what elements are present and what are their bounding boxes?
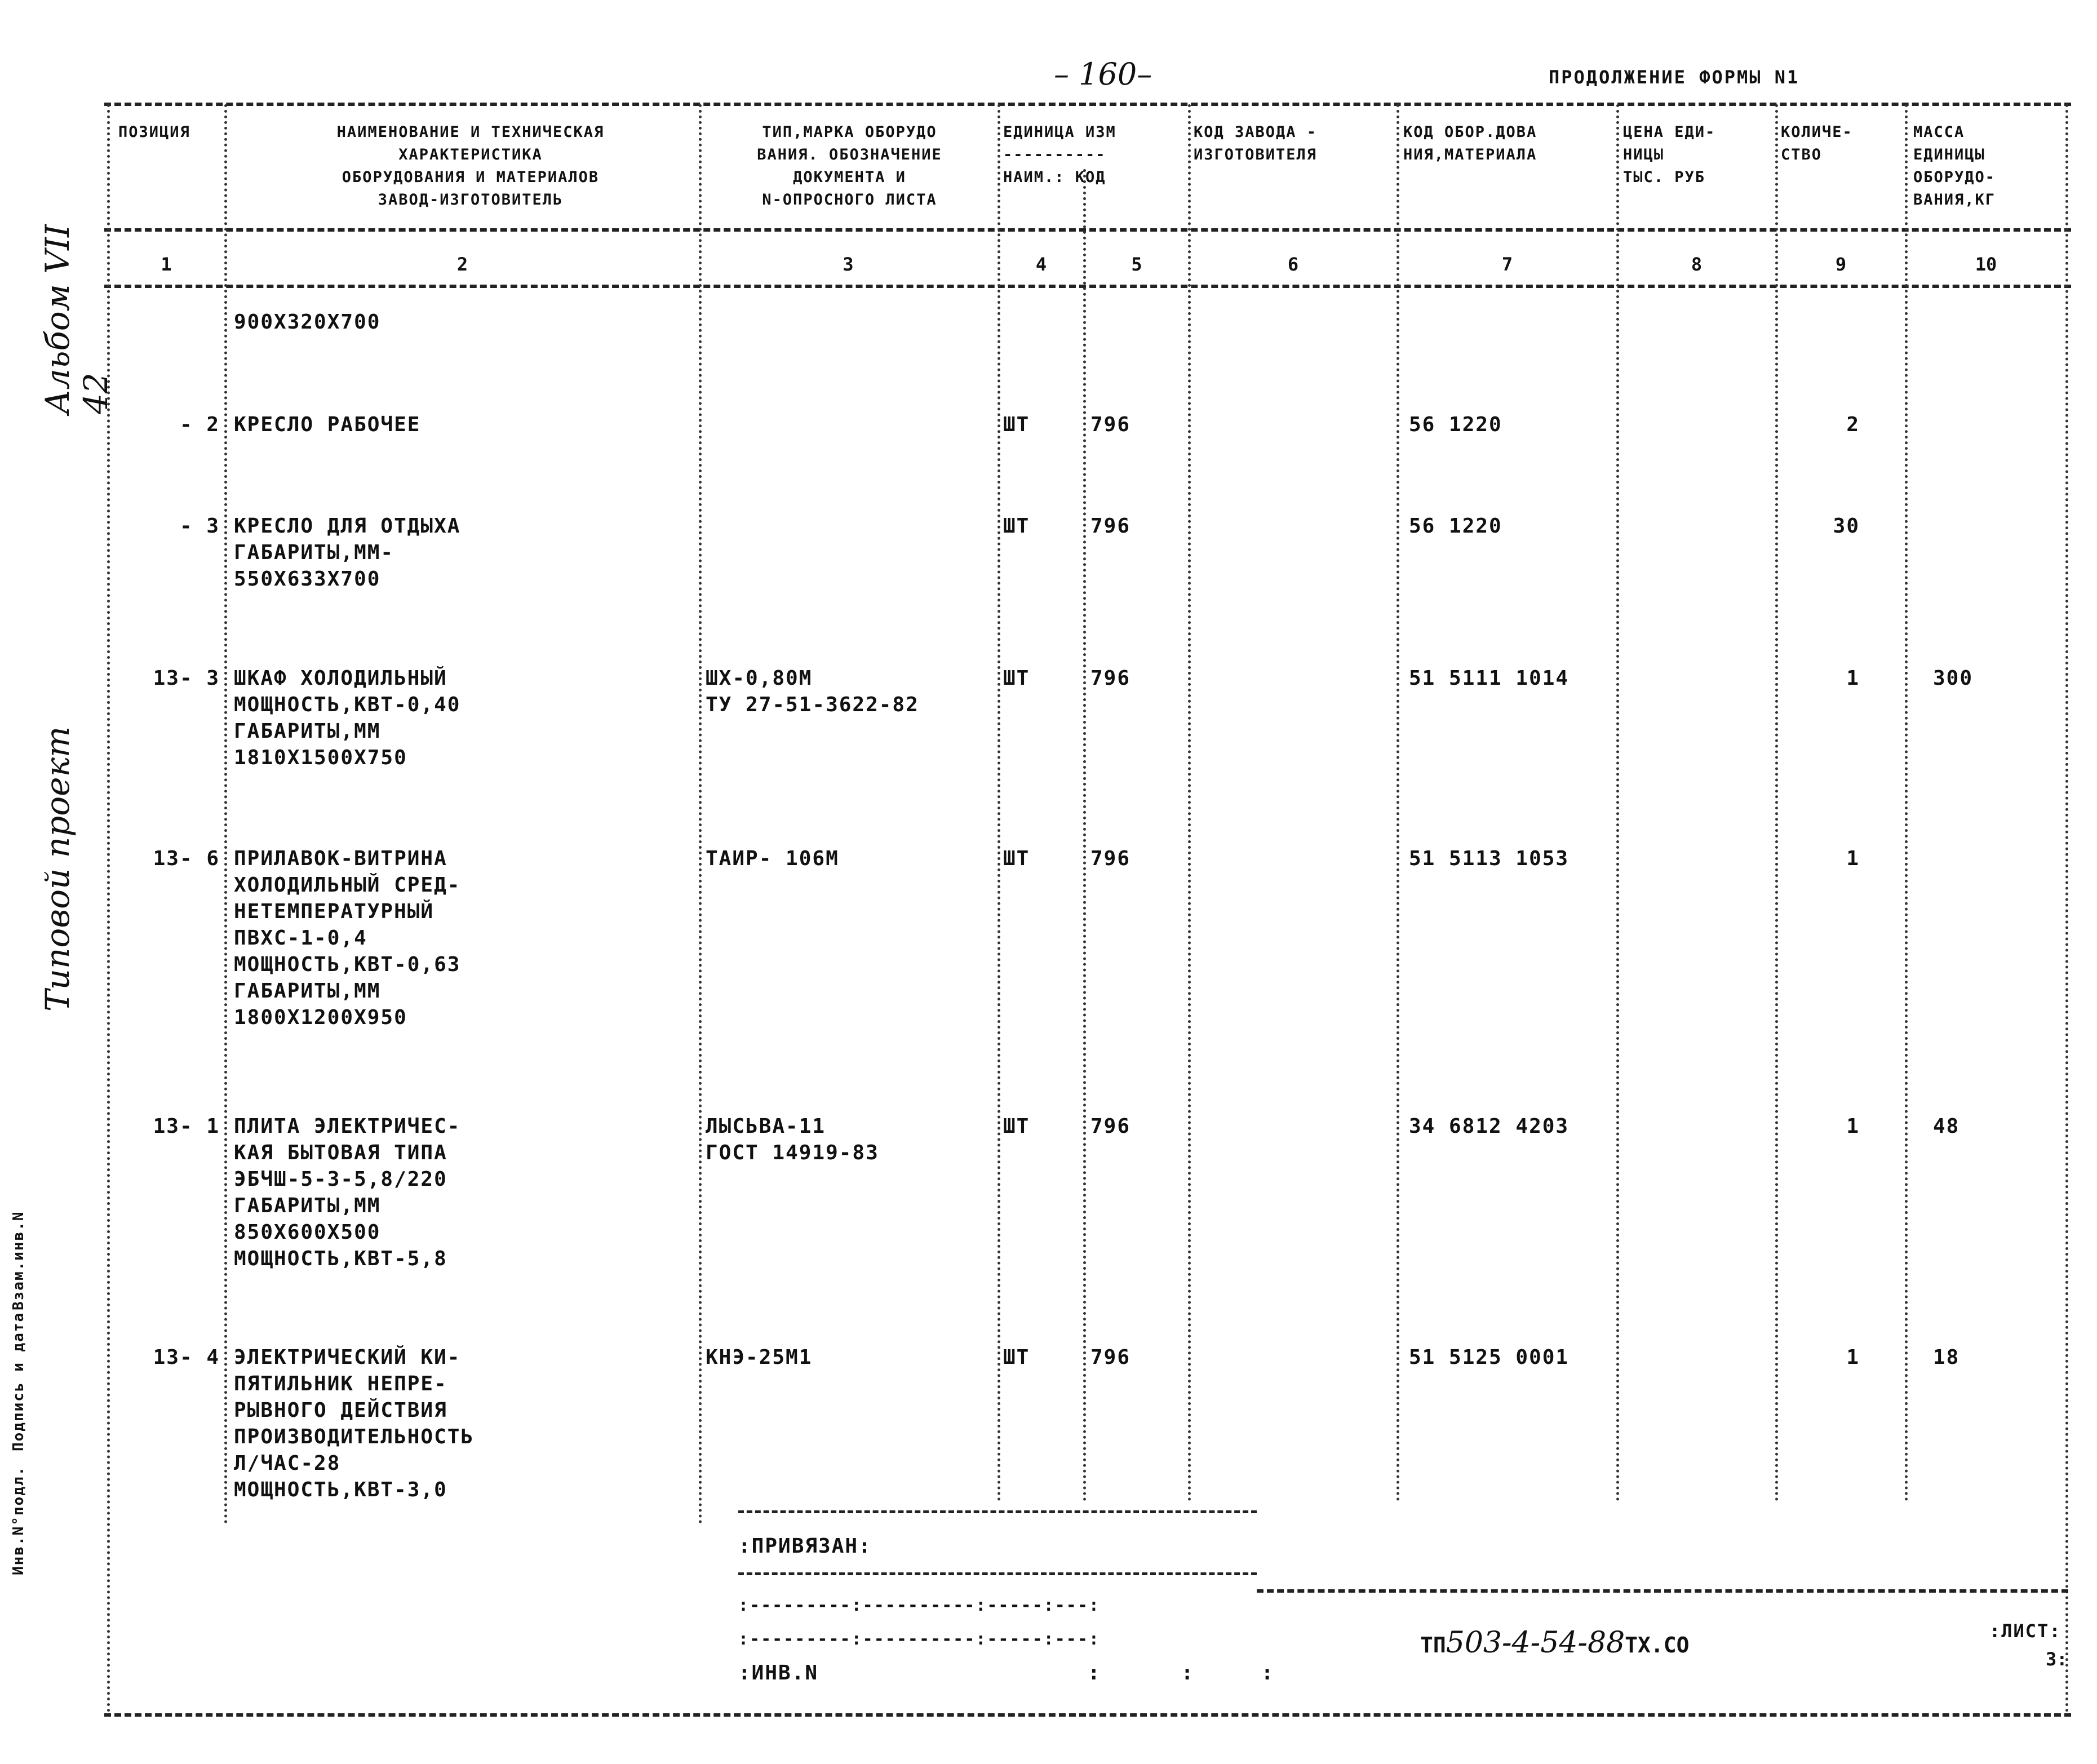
row-name-line: НЕТЕМПЕРАТУРНЫЙ <box>234 900 435 923</box>
header-mass: МАССА ЕДИНИЦЫ ОБОРУДО- ВАНИЯ,КГ <box>1913 123 1996 209</box>
row-quantity: 1 <box>1846 1346 1860 1369</box>
row-unit-code: 796 <box>1090 1115 1131 1138</box>
album-label: Альбом VII 42 <box>38 224 115 414</box>
row-unit: ШТ <box>1003 413 1030 436</box>
stamp-rule <box>738 1510 1257 1513</box>
row-type-line: ТАИР- 106М <box>706 847 839 870</box>
sheet-number: 3: <box>2046 1648 2068 1670</box>
row-name-line: ПВХС-1-0,4 <box>234 927 367 950</box>
header-position: ПОЗИЦИЯ <box>118 123 190 141</box>
row-unit: ШТ <box>1003 667 1030 690</box>
row-unit: ШТ <box>1003 847 1030 870</box>
row-name-line: ПЛИТА ЭЛЕКТРИЧЕС- <box>234 1115 461 1138</box>
row-unit-code: 796 <box>1090 515 1131 538</box>
signature-date-label: Подпись и дата <box>10 1311 27 1451</box>
column-number: 8 <box>1691 254 1703 275</box>
row-name-line: ШКАФ ХОЛОДИЛЬНЫЙ <box>234 667 447 690</box>
column-number: 6 <box>1287 254 1299 275</box>
row-name-line: ХОЛОДИЛЬНЫЙ СРЕД- <box>234 874 461 897</box>
stamp-dash-row: :---------:----------:-----:---: <box>738 1595 1100 1615</box>
row-equipment-code: 51 5125 0001 <box>1409 1346 1570 1369</box>
row-unit-code: 796 <box>1090 1346 1131 1369</box>
title-block-rule <box>1257 1589 2068 1593</box>
row-position: 13- 1 <box>153 1115 220 1138</box>
column-divider <box>1396 104 1399 1502</box>
row-name-line: ПРОИЗВОДИТЕЛЬНОСТЬ <box>234 1425 475 1448</box>
header-equipment-code: КОД ОБОР.ДОВА НИЯ,МАТЕРИАЛА <box>1403 123 1537 163</box>
row-equipment-code: 56 1220 <box>1409 515 1502 538</box>
row-unit-code: 796 <box>1090 667 1131 690</box>
row-mass: 300 <box>1933 667 1974 690</box>
column-number: 9 <box>1835 254 1847 275</box>
column-divider <box>1775 104 1778 1502</box>
row-name-line: МОЩНОСТЬ,КВТ-3,0 <box>234 1478 447 1501</box>
row-name-line: Л/ЧАС-28 <box>234 1452 341 1475</box>
document-code: ТП503-4-54-88ТХ.СО <box>1420 1626 1690 1660</box>
row-name-line: КРЕСЛО РАБОЧЕЕ <box>234 413 421 436</box>
header-price: ЦЕНА ЕДИ- НИЦЫ ТЫС. РУБ <box>1623 123 1716 186</box>
column-number: 4 <box>1035 254 1047 275</box>
row-name-line: МОЩНОСТЬ,КВТ-5,8 <box>234 1247 447 1270</box>
column-divider <box>224 104 227 1524</box>
column-divider <box>997 104 1000 1502</box>
column-number: 5 <box>1131 254 1142 275</box>
header-name: НАИМЕНОВАНИЕ И ТЕХНИЧЕСКАЯ ХАРАКТЕРИСТИКА ОБОРУДОВАНИЯ И МАТЕРИАЛОВ ЗАВОД-ИЗГОТОВИТЕЛЬ <box>336 123 605 209</box>
column-number: 2 <box>456 254 468 275</box>
row-quantity: 1 <box>1846 847 1860 870</box>
stamp-rule <box>738 1572 1257 1575</box>
header-unit: ЕДИНИЦА ИЗМ ---------- НАИМ.: КОД <box>1003 123 1116 186</box>
row-position: - 2 <box>179 413 220 436</box>
row-position: - 3 <box>179 515 220 538</box>
row-equipment-code: 51 5113 1053 <box>1409 847 1570 870</box>
page-number: – 160– <box>1054 56 1152 92</box>
row-name-line: ГАБАРИТЫ,ММ- <box>234 541 394 564</box>
row-name-line: МОЩНОСТЬ,КВТ-0,40 <box>234 693 461 716</box>
row-equipment-code: 56 1220 <box>1409 413 1502 436</box>
stamp-dash-row: :---------:----------:-----:---: <box>738 1629 1100 1649</box>
row-name-line: 1810X1500X750 <box>234 746 407 769</box>
row-mass: 18 <box>1933 1346 1960 1369</box>
row-name-line: ЭБЧШ-5-3-5,8/220 <box>234 1168 447 1191</box>
header-factory-code: КОД ЗАВОДА - ИЗГОТОВИТЕЛЯ <box>1194 123 1318 163</box>
row-unit-code: 796 <box>1090 847 1131 870</box>
row-quantity: 2 <box>1846 413 1860 436</box>
inventory-number-label: Инв.N°подл. <box>10 1465 27 1575</box>
row-type-line: ЛЫСЬВА-11 <box>706 1115 826 1138</box>
table-right-border <box>2065 104 2068 1713</box>
column-divider <box>1188 104 1191 1502</box>
continuation-label: ПРОДОЛЖЕНИЕ ФОРМЫ N1 <box>1549 67 1800 88</box>
row-name-line: КАЯ БЫТОВАЯ ТИПА <box>234 1141 447 1164</box>
row-name-line: ПЯТИЛЬНИК НЕПРЕ- <box>234 1372 447 1395</box>
row-unit: ШТ <box>1003 1115 1030 1138</box>
row-equipment-code: 34 6812 4203 <box>1409 1115 1570 1138</box>
row-quantity: 30 <box>1833 515 1860 538</box>
left-margin-stamp <box>10 200 115 1575</box>
header-quantity: КОЛИЧЕ- СТВО <box>1781 123 1853 163</box>
header-type: ТИП,МАРКА ОБОРУДО ВАНИЯ. ОБОЗНАЧЕНИЕ ДОКУМЕНТА И N-ОПРОСНОГО ЛИСТА <box>757 123 942 209</box>
project-type-label: Типовой проект <box>38 726 77 1012</box>
row-name-line: РЫВНОГО ДЕЙСТВИЯ <box>234 1399 447 1422</box>
row-name-line: ГАБАРИТЫ,ММ <box>234 1194 381 1217</box>
row-position: 13- 3 <box>153 667 220 690</box>
table-bottom-rule <box>104 1713 2071 1717</box>
binding-stamp <box>738 1510 1275 1702</box>
row-unit: ШТ <box>1003 1346 1030 1369</box>
tied-label: :ПРИВЯЗАН: <box>738 1535 872 1558</box>
column-divider <box>1616 104 1619 1502</box>
column-divider <box>699 104 702 1524</box>
column-number: 10 <box>1975 254 1997 275</box>
row-name-line: КРЕСЛО ДЛЯ ОТДЫХА <box>234 515 461 538</box>
column-number: 1 <box>161 254 172 275</box>
row-type-line: ГОСТ 14919-83 <box>706 1141 879 1164</box>
row-name-line: 550X633X700 <box>234 568 381 591</box>
row-unit: ШТ <box>1003 515 1030 538</box>
row-position: 13- 4 <box>153 1346 220 1369</box>
inventory-tail: : : : <box>1088 1661 1275 1685</box>
column-number: 7 <box>1501 254 1513 275</box>
column-divider <box>1905 104 1908 1502</box>
row-name-line: 850X600X500 <box>234 1221 381 1244</box>
row-quantity: 1 <box>1846 1115 1860 1138</box>
row-mass: 48 <box>1933 1115 1960 1138</box>
row-name-line: МОЩНОСТЬ,КВТ-0,63 <box>234 953 461 976</box>
row-name-line: ЭЛЕКТРИЧЕСКИЙ КИ- <box>234 1346 461 1369</box>
row-quantity: 1 <box>1846 667 1860 690</box>
row-name-line: ПРИЛАВОК-ВИТРИНА <box>234 847 447 870</box>
row-position: 13- 6 <box>153 847 220 870</box>
row-equipment-code: 51 5111 1014 <box>1409 667 1570 690</box>
row-unit-code: 796 <box>1090 413 1131 436</box>
sheet-label: :ЛИСТ: <box>1989 1620 2061 1642</box>
row-type-line: ШХ-0,80М <box>706 667 813 690</box>
row-name-line: ГАБАРИТЫ,ММ <box>234 720 381 743</box>
row-name-line: ГАБАРИТЫ,ММ <box>234 979 381 1003</box>
inventory-label: :ИНВ.N <box>738 1661 819 1685</box>
row-type-line: КНЭ-25М1 <box>706 1346 813 1369</box>
row-type-line: ТУ 27-51-3622-82 <box>706 693 919 716</box>
column-divider <box>1083 169 1086 1502</box>
row-name-line: 900X320X700 <box>234 311 381 334</box>
row-name-line: 1800X1200X950 <box>234 1006 407 1029</box>
column-number: 3 <box>843 254 854 275</box>
table-left-border <box>107 104 110 1713</box>
replace-inventory-label: Взам.инв.N <box>10 1211 27 1310</box>
